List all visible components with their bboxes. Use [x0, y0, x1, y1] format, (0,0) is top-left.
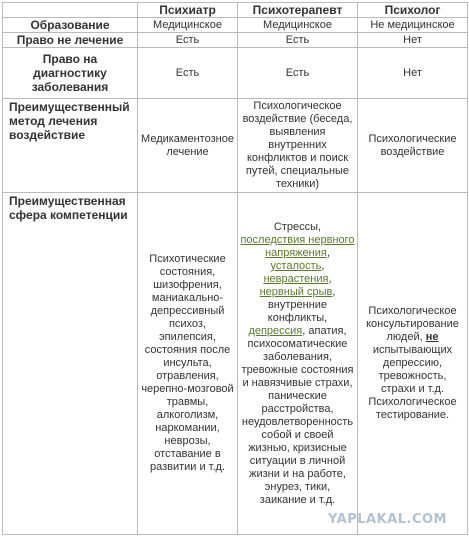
cell-sphere-psychotherapist: [238, 193, 358, 535]
sphere-text: испытывающих депрессию, тревожность, страхи и т.д. Психологическое тестирование.: [368, 344, 457, 421]
sphere-text: ,: [326, 246, 330, 259]
link-depression[interactable]: депрессия: [248, 324, 303, 337]
header-corner: [3, 3, 138, 18]
cell-sphere-psychologist: [358, 193, 468, 535]
sphere-text: , внутренние конфликты,: [267, 285, 336, 324]
header-psychotherapist: Психотерапевт: [238, 3, 358, 18]
comparison-table: [2, 2, 468, 535]
table-row-education: [3, 18, 468, 33]
watermark-logo: YAPLAKAL.COM: [328, 512, 447, 527]
cell-sphere-psychiatrist: Психотические состояния, шизофрения, маниакально-депрессивный психоз, эпилепсия, состояния после инсульта, отравления, черепно-мозговой травмы, алкоголизм, наркомании, неврозы, отставание в развитии и т.д.: [138, 193, 238, 535]
row-label-method: Преимущественный метод лечения воздействие: [3, 99, 138, 193]
table-row-diagnosis: [3, 48, 468, 99]
link-breakdown[interactable]: нервный срыв: [259, 285, 333, 298]
cell-education-psychologist: Не медицинское: [358, 18, 468, 33]
cell-education-psychiatrist: Медицинское: [138, 18, 238, 33]
emphasis-not: не: [425, 331, 439, 343]
cell-method-psychologist: Психологические воздействие: [358, 99, 468, 193]
table-row-method: [3, 99, 468, 193]
cell-method-psychotherapist: Психологическое воздействие (беседа, выявления внутренних конфликтов и поиск путей, специальные техники): [238, 99, 358, 193]
sphere-text: ,: [321, 259, 325, 272]
header-row: [3, 3, 468, 18]
sphere-text: Стрессы,: [273, 220, 322, 233]
row-label-sphere: Преимущественная сфера компетенции: [3, 193, 138, 535]
row-label-treatment: Право не лечение: [3, 33, 138, 48]
cell-treatment-psychiatrist: Есть: [138, 33, 238, 48]
sphere-text: Психологическое консультирование людей,: [366, 305, 459, 343]
cell-treatment-psychotherapist: Есть: [238, 33, 358, 48]
cell-treatment-psychologist: Нет: [358, 33, 468, 48]
cell-education-psychotherapist: Медицинское: [238, 18, 358, 33]
header-psychologist: Психолог: [358, 3, 468, 18]
cell-diagnosis-psychologist: Нет: [358, 48, 468, 99]
cell-diagnosis-psychotherapist: Есть: [238, 48, 358, 99]
row-label-diagnosis: Право на диагностику заболевания: [3, 48, 138, 99]
row-label-education: Образование: [3, 18, 138, 33]
sphere-text: ,: [328, 272, 332, 285]
link-nervous-tension[interactable]: последствия нервного напряжения: [240, 233, 355, 259]
header-psychiatrist: Психиатр: [138, 3, 238, 18]
cell-method-psychiatrist: Медикаментозное лечение: [138, 99, 238, 193]
sphere-text: , апатия, психосоматические заболевания, тревожные состояния и навязчивые страхи, панические расстройства, неудовлетворенность собой и своей жизнью, кризисные ситуации в личной жизни и на работе, энурез, тики, заикание и т.д.: [241, 324, 354, 506]
cell-diagnosis-psychiatrist: Есть: [138, 48, 238, 99]
table-row-sphere: [3, 193, 468, 535]
link-fatigue[interactable]: усталость: [270, 259, 322, 272]
table-row-treatment: [3, 33, 468, 48]
link-neurasthenia[interactable]: неврастения: [263, 272, 329, 285]
